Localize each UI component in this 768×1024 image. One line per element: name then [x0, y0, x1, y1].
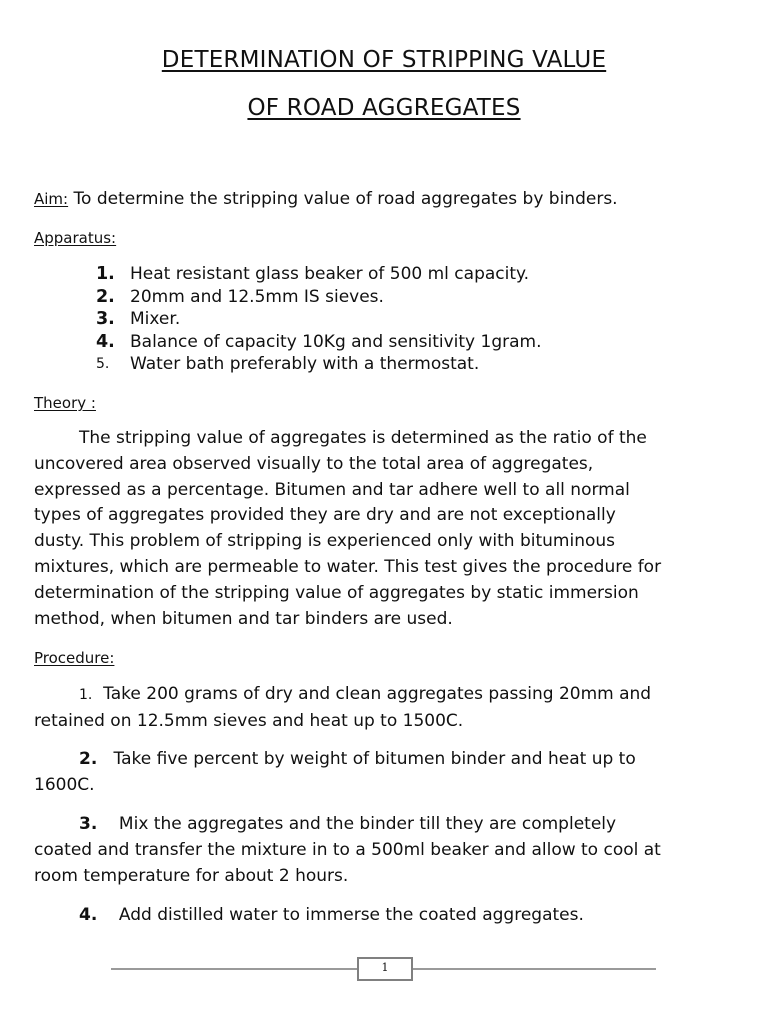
document-title-line-1: DETERMINATION OF STRIPPING VALUE	[161, 47, 607, 73]
procedure-step-text: Add distilled water to immerse the coated aggregates.	[118, 905, 584, 925]
procedure-step-text: Take 200 grams of dry and clean aggregates passing 20mm and	[103, 684, 652, 704]
procedure-step-number: 2.	[79, 749, 98, 769]
aim-text: To determine the stripping value of road aggregates by binders.	[68, 189, 618, 209]
document-title-line-2: OF ROAD AGGREGATES	[247, 95, 521, 121]
list-item-text: Mixer.	[130, 309, 181, 329]
theory-line: uncovered area observed visually to the total area of aggregates,	[34, 453, 594, 474]
list-item-text: Water bath preferably with a thermostat.	[130, 354, 480, 374]
theory-label: Theory :	[34, 394, 96, 412]
aim-section	[34, 189, 734, 209]
theory-paragraph	[34, 426, 734, 632]
procedure-step	[34, 902, 734, 928]
aim-label: Aim:	[34, 190, 69, 208]
list-item-number: 4.	[96, 331, 115, 352]
list-item-number: 1.	[96, 264, 115, 284]
list-item-text: Balance of capacity 10Kg and sensitivity 1gram.	[130, 331, 542, 352]
theory-line: dusty. This problem of stripping is experienced only with bituminous	[34, 531, 615, 552]
list-item	[96, 308, 541, 331]
list-item	[96, 263, 541, 286]
theory-line: types of aggregates provided they are dry and are not exceptionally	[34, 505, 616, 526]
theory-line: mixtures, which are permeable to water. This test gives the procedure for	[34, 556, 662, 577]
list-item	[96, 286, 541, 309]
procedure-step-text: Mix the aggregates and the binder till they are completely	[118, 814, 617, 834]
theory-line: method, when bitumen and tar binders are used.	[34, 608, 453, 629]
procedure-step	[34, 746, 734, 798]
list-item	[96, 331, 541, 354]
procedure-step-continuation: 1600C.	[34, 775, 95, 795]
procedure-step-first-line	[34, 811, 734, 837]
theory-heading	[34, 393, 734, 413]
procedure-step-first-line	[34, 902, 734, 928]
apparatus-label: Apparatus:	[34, 229, 117, 247]
theory-line: determination of the stripping value of aggregates by static immersion	[34, 582, 639, 603]
apparatus-list	[96, 263, 541, 376]
list-item-number: 5.	[96, 356, 110, 372]
list-item-number: 3.	[96, 309, 115, 329]
procedure-step-continuation: retained on 12.5mm sieves and heat up to 1500C.	[34, 711, 464, 731]
procedure-step-text: Take five percent by weight of bitumen binder and heat up to	[113, 749, 636, 769]
procedure-heading	[34, 648, 734, 668]
procedure-step-continuation: room temperature for about 2 hours.	[34, 866, 349, 886]
page-number-box: 1	[357, 957, 413, 981]
theory-line: expressed as a percentage. Bitumen and tar adhere well to all normal	[34, 479, 630, 500]
procedure-step	[34, 811, 734, 889]
procedure-label: Procedure:	[34, 649, 115, 667]
procedure-step-continuation: coated and transfer the mixture in to a 500ml beaker and allow to cool at	[34, 840, 661, 860]
procedure-step-number: 3.	[79, 814, 98, 834]
procedure-step-number: 1.	[79, 687, 93, 703]
list-item-number: 2.	[96, 286, 115, 307]
list-item-text: 20mm and 12.5mm IS sieves.	[130, 286, 384, 307]
apparatus-heading	[34, 228, 734, 248]
procedure-step-first-line	[34, 746, 734, 772]
list-item-text: Heat resistant glass beaker of 500 ml capacity.	[130, 264, 530, 284]
procedure-step-first-line	[34, 681, 734, 708]
list-item	[96, 353, 541, 376]
procedure-step-number: 4.	[79, 905, 98, 925]
procedure-step	[34, 681, 734, 734]
theory-line: The stripping value of aggregates is determined as the ratio of the	[79, 428, 647, 448]
